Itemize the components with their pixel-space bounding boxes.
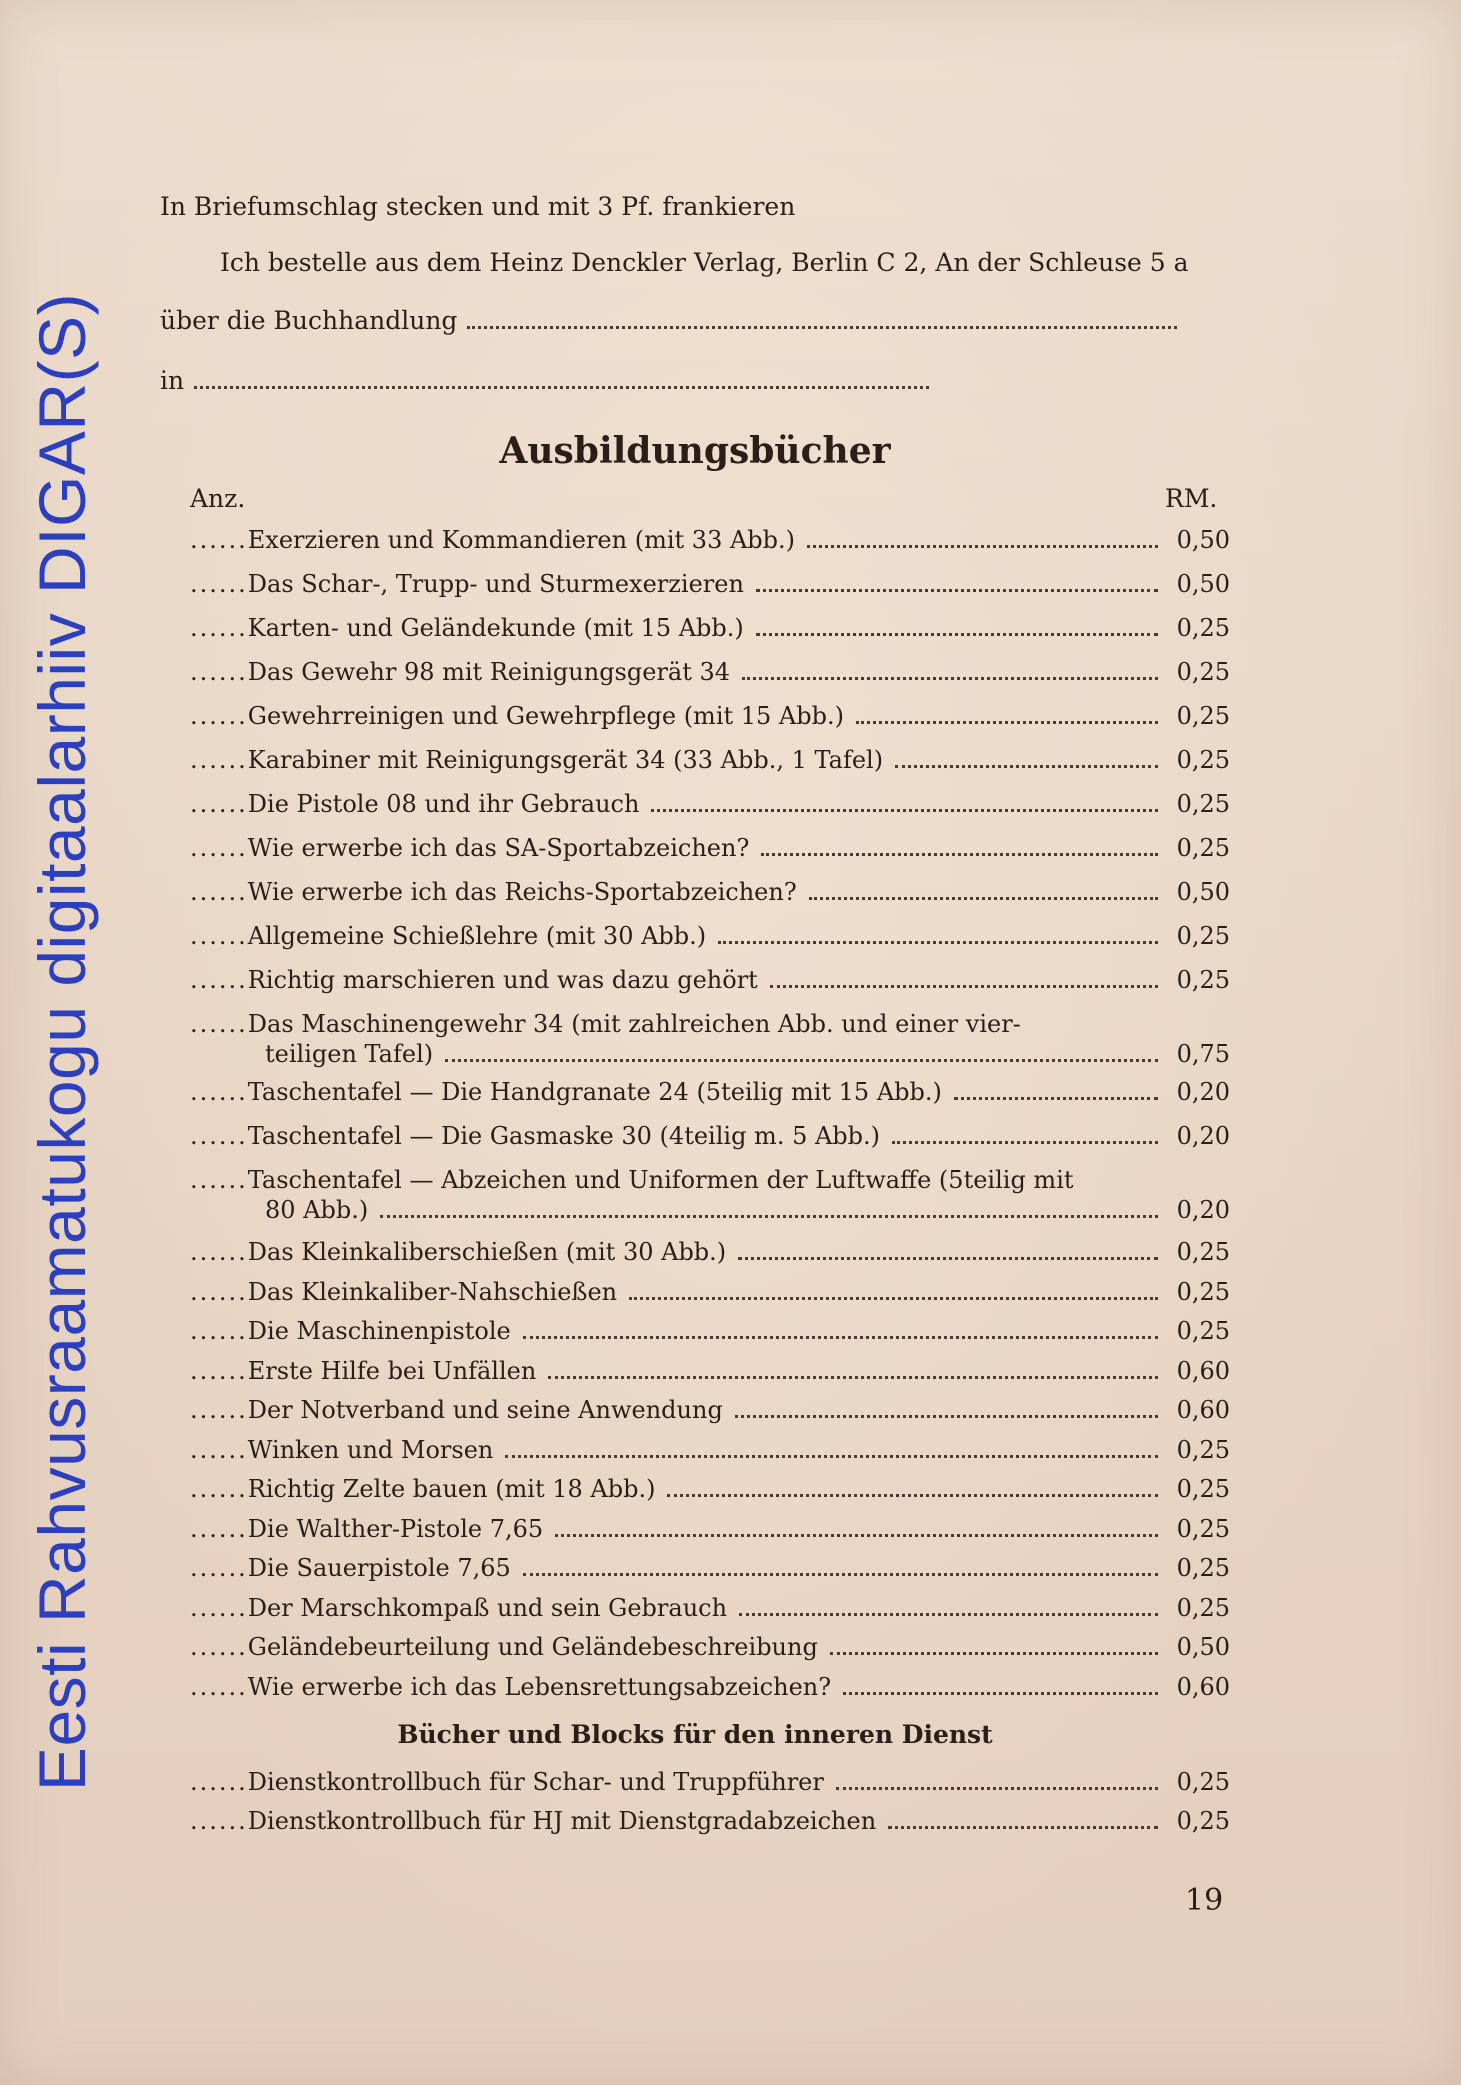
quantity-dots: ...... <box>190 570 248 598</box>
book-price: 0,25 <box>1176 1435 1230 1464</box>
dot-leader <box>523 1336 1158 1339</box>
book-row <box>190 1515 1230 1547</box>
book-title: Richtig Zelte bauen (mit 18 Abb.) <box>247 1475 656 1503</box>
book-row <box>190 614 1230 646</box>
book-price: 0,60 <box>1176 1356 1230 1385</box>
book-price: 0,20 <box>1176 1122 1230 1150</box>
book-row <box>190 1357 1230 1389</box>
book-row <box>190 1396 1230 1428</box>
quantity-dots: ...... <box>190 790 248 818</box>
book-title: Die Walther-Pistole 7,65 <box>247 1514 544 1543</box>
dot-leader <box>892 1141 1158 1144</box>
dot-leader <box>809 897 1158 900</box>
book-title: Die Pistole 08 und ihr Gebrauch <box>247 790 640 818</box>
book-row <box>190 1768 1230 1800</box>
dot-leader <box>739 1613 1158 1616</box>
book-title-cont: 80 Abb.) <box>265 1196 369 1224</box>
book-price: 0,25 <box>1176 1593 1230 1622</box>
book-title: Die Sauerpistole 7,65 <box>247 1554 511 1582</box>
book-title: Wie erwerbe ich das Reichs-Sportabzeichen? <box>247 878 797 906</box>
quantity-dots: ...... <box>190 878 248 906</box>
order-statement: Ich bestelle aus dem Heinz Denckler Verlag, Berlin C 2, An der Schleuse 5 a <box>220 248 1189 277</box>
book-title: Dienstkontrollbuch für Schar- und Truppführer <box>247 1768 824 1796</box>
quantity-dots: ...... <box>190 922 248 950</box>
book-row <box>190 790 1230 822</box>
quantity-dots: ...... <box>190 1807 248 1835</box>
book-price: 0,60 <box>1176 1396 1230 1424</box>
bookshop-line <box>160 306 1177 335</box>
book-row <box>190 1317 1230 1349</box>
book-title: Das Maschinengewehr 34 (mit zahlreichen Abb. und einer vier- <box>247 1010 1021 1038</box>
book-price: 0,25 <box>1176 1475 1230 1503</box>
quantity-dots: ...... <box>190 658 248 686</box>
dot-leader <box>756 589 1158 592</box>
book-row <box>190 1673 1230 1705</box>
book-title: Das Schar-, Trupp- und Sturmexerzieren <box>247 570 744 598</box>
dot-leader <box>718 941 1158 944</box>
dot-leader <box>807 545 1158 548</box>
book-title: Der Notverband und seine Anwendung <box>247 1396 723 1424</box>
dot-leader <box>742 677 1158 680</box>
quantity-dots: ...... <box>190 1514 248 1543</box>
quantity-dots: ...... <box>190 1768 248 1796</box>
dot-leader <box>888 1826 1158 1829</box>
book-price: 0,50 <box>1176 878 1230 906</box>
quantity-dots: ...... <box>190 1010 248 1038</box>
book-row <box>190 746 1230 778</box>
book-title: Karten- und Geländekunde (mit 15 Abb.) <box>247 614 744 642</box>
dot-leader <box>770 985 1158 988</box>
quantity-dots: ...... <box>190 526 248 554</box>
book-title: Allgemeine Schießlehre (mit 30 Abb.) <box>247 922 707 950</box>
quantity-dots: ...... <box>190 1593 248 1622</box>
book-row <box>190 1078 1230 1110</box>
quantity-dots: ...... <box>190 834 248 862</box>
quantity-dots: ...... <box>190 702 248 730</box>
bookshop-fill-line <box>467 326 1177 329</box>
book-row <box>190 922 1230 954</box>
book-row <box>190 570 1230 602</box>
book-price: 0,50 <box>1176 1633 1230 1661</box>
book-price: 0,50 <box>1176 526 1230 554</box>
dot-leader <box>505 1455 1158 1458</box>
book-price: 0,60 <box>1176 1672 1230 1701</box>
quantity-dots: ...... <box>190 746 248 774</box>
book-row <box>190 526 1230 558</box>
quantity-dots: ...... <box>190 1396 248 1424</box>
dot-leader <box>651 809 1158 812</box>
book-price: 0,25 <box>1176 1554 1230 1582</box>
book-title: Die Maschinenpistole <box>247 1317 511 1345</box>
dot-leader <box>836 1787 1158 1790</box>
book-row <box>190 1554 1230 1586</box>
book-price: 0,20 <box>1176 1078 1230 1106</box>
archive-watermark: Eesti Rahvusraamatukogu digitaalarhiiv DIGAR(S) <box>25 292 99 1792</box>
book-price: 0,25 <box>1176 966 1230 994</box>
book-row <box>190 1594 1230 1626</box>
book-price: 0,75 <box>1176 1040 1230 1068</box>
book-row <box>190 1278 1230 1310</box>
book-price: 0,25 <box>1176 614 1230 642</box>
book-row-machine-gun <box>190 1010 1230 1072</box>
book-title: Das Kleinkaliberschießen (mit 30 Abb.) <box>247 1238 727 1266</box>
book-price: 0,25 <box>1176 702 1230 730</box>
book-price: 0,25 <box>1176 1807 1230 1835</box>
dot-leader <box>667 1494 1158 1497</box>
book-price: 0,25 <box>1176 790 1230 818</box>
quantity-dots: ...... <box>190 1475 248 1503</box>
quantity-dots: ...... <box>190 1554 248 1582</box>
book-title: Der Marschkompaß und sein Gebrauch <box>247 1593 728 1622</box>
book-price: 0,25 <box>1176 922 1230 950</box>
book-title: Richtig marschieren und was dazu gehört <box>247 966 758 994</box>
town-line <box>160 366 929 395</box>
dot-leader <box>548 1376 1158 1379</box>
book-title: Exerzieren und Kommandieren (mit 33 Abb.) <box>247 526 796 554</box>
quantity-dots: ...... <box>190 614 248 642</box>
book-row <box>190 658 1230 690</box>
dot-leader <box>843 1692 1158 1695</box>
mailing-instruction: In Briefumschlag stecken und mit 3 Pf. frankieren <box>160 192 796 221</box>
book-price: 0,25 <box>1176 1277 1230 1306</box>
quantity-dots: ...... <box>190 966 248 994</box>
book-title: Winken und Morsen <box>247 1435 494 1464</box>
book-row-luftwaffe <box>190 1166 1230 1228</box>
book-row <box>190 1807 1230 1839</box>
dot-leader <box>738 1257 1158 1260</box>
book-row <box>190 1238 1230 1270</box>
book-price: 0,25 <box>1176 1768 1230 1796</box>
book-price: 0,25 <box>1176 1514 1230 1543</box>
quantity-dots: ...... <box>190 1317 248 1345</box>
quantity-dots: ...... <box>190 1277 248 1306</box>
book-title: Das Gewehr 98 mit Reinigungsgerät 34 <box>247 658 731 686</box>
book-title: Taschentafel — Die Gasmaske 30 (4teilig m. 5 Abb.) <box>247 1122 881 1150</box>
book-title: Das Kleinkaliber-Nahschießen <box>247 1277 618 1306</box>
book-row <box>190 702 1230 734</box>
book-row <box>190 1475 1230 1507</box>
book-row <box>190 878 1230 910</box>
quantity-dots: ...... <box>190 1672 248 1701</box>
dot-leader <box>629 1297 1158 1300</box>
dot-leader <box>555 1534 1158 1537</box>
quantity-column-header: Anz. <box>190 484 246 513</box>
quantity-dots: ...... <box>190 1078 248 1106</box>
book-title: Erste Hilfe bei Unfällen <box>247 1356 537 1385</box>
quantity-dots: ...... <box>190 1122 248 1150</box>
bookshop-label: über die Buchhandlung <box>160 306 458 335</box>
page-number: 19 <box>1185 1883 1224 1918</box>
book-row <box>190 1633 1230 1665</box>
quantity-dots: ...... <box>190 1166 248 1194</box>
dot-leader <box>523 1573 1158 1576</box>
book-title: Taschentafel — Abzeichen und Uniformen der Luftwaffe (5teilig mit <box>247 1166 1074 1194</box>
dot-leader <box>954 1097 1158 1100</box>
book-row <box>190 1122 1230 1154</box>
subsection-title: Bücher und Blocks für den inneren Dienst <box>397 1720 993 1749</box>
quantity-dots: ...... <box>190 1633 248 1661</box>
book-title: Gewehrreinigen und Gewehrpflege (mit 15 Abb.) <box>247 702 844 730</box>
dot-leader <box>895 765 1158 768</box>
book-price: 0,25 <box>1176 658 1230 686</box>
book-price: 0,25 <box>1176 746 1230 774</box>
quantity-dots: ...... <box>190 1238 248 1266</box>
book-price: 0,25 <box>1176 1317 1230 1345</box>
dot-leader <box>830 1652 1158 1655</box>
book-price: 0,25 <box>1176 1238 1230 1266</box>
book-price: 0,20 <box>1176 1196 1230 1224</box>
book-title: Wie erwerbe ich das SA-Sportabzeichen? <box>247 834 750 862</box>
book-row <box>190 1436 1230 1468</box>
dot-leader <box>756 633 1158 636</box>
dot-leader <box>735 1415 1158 1418</box>
dot-leader <box>445 1059 1158 1062</box>
book-row <box>190 966 1230 998</box>
book-title: Dienstkontrollbuch für HJ mit Dienstgradabzeichen <box>247 1807 877 1835</box>
dot-leader <box>380 1215 1158 1218</box>
town-fill-line <box>194 386 929 389</box>
book-title: Geländebeurteilung und Geländebeschreibung <box>247 1633 818 1661</box>
quantity-dots: ...... <box>190 1356 248 1385</box>
book-title: Karabiner mit Reinigungsgerät 34 (33 Abb., 1 Tafel) <box>247 746 884 774</box>
town-label: in <box>160 366 185 395</box>
book-price: 0,25 <box>1176 834 1230 862</box>
section-title: Ausbildungsbücher <box>499 430 891 472</box>
book-title: Wie erwerbe ich das Lebensrettungsabzeichen? <box>247 1672 832 1701</box>
book-row <box>190 834 1230 866</box>
book-price: 0,50 <box>1176 570 1230 598</box>
price-column-header: RM. <box>1165 484 1218 513</box>
dot-leader <box>761 853 1158 856</box>
book-title: Taschentafel — Die Handgranate 24 (5teilig mit 15 Abb.) <box>247 1078 942 1106</box>
book-title-cont: teiligen Tafel) <box>265 1040 434 1068</box>
quantity-dots: ...... <box>190 1435 248 1464</box>
dot-leader <box>856 721 1158 724</box>
